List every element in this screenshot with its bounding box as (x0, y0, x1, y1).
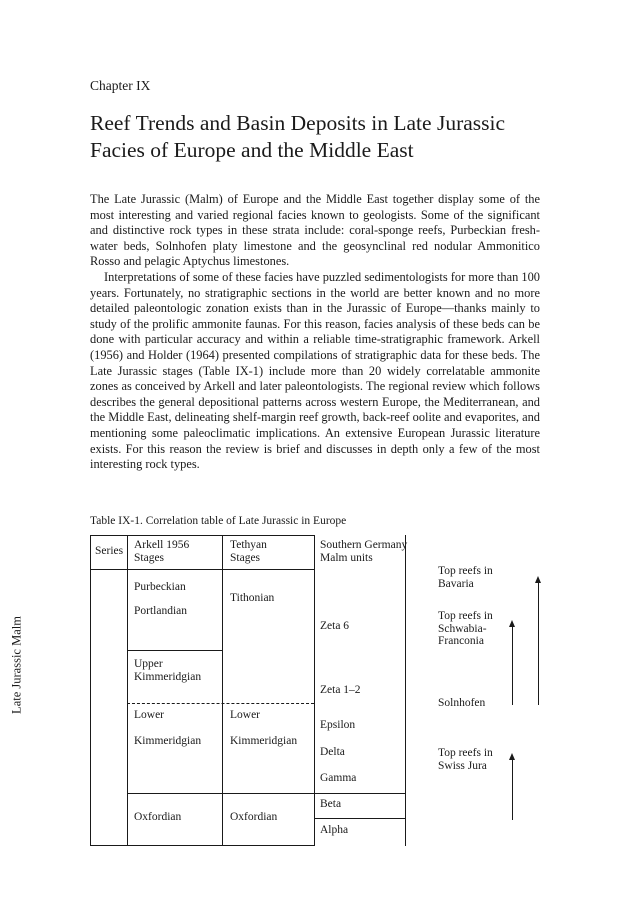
header-southern-line2: Malm units (320, 552, 373, 564)
stage-oxfordian: Oxfordian (134, 811, 182, 823)
reef-note-bavaria-line2: Bavaria (438, 577, 474, 590)
reef-note-bavaria (438, 565, 493, 590)
malm-epsilon: Epsilon (320, 719, 356, 731)
chapter-label: Chapter IX (90, 78, 151, 93)
arrow-up-icon (509, 753, 515, 760)
malm-delta: Delta (320, 746, 345, 758)
beta-alpha-divider (314, 818, 405, 819)
tethyan-kimmeridgian: Kimmeridgian (230, 735, 298, 747)
paragraph-2: Interpretations of some of these facies have puzzled sedimentologists for more than 100 years. Fortunately, no stratigraphic sections in the world are better known and no more detailed paleontologic zonation exists than in the Jurassic of Europe—thanks mainly to study of the prolific ammonite faunas. For this reason, facies analysis of these beds can be done with particular accuracy and within a reliable time-stratigraphic framework. Arkell (1956) and Holder (1964) presented compilations of stratigraphic data for these beds. The Late Jurassic stages (Table IX-1) include more than 20 widely correlatable ammonite zones as conceived by Arkell and later paleontologists. The regional review which follows describes the general depositional patterns across western Europe, the Mediterranean, and the Middle East, delineating shelf-margin reef growth, back-reef oolite and evaporites, and mentioning some paleoclimatic implications. An extensive European Jurassic literature exists. For this reason the review is brief and discusses in depth only a few of the most interesting rock types. (90, 269, 540, 472)
header-tethyan-line1: Tethyan (230, 539, 267, 551)
malm-zeta-6: Zeta 6 (320, 620, 350, 632)
stage-lower-kimmeridgian: Kimmeridgian (134, 735, 202, 747)
paragraph-1: The Late Jurassic (Malm) of Europe and the Middle East together display some of the most interesting and varied regional facies known to geologists. Some of the significant and distinctive rock types in these strata include: coral-sponge reefs, Purbeckian fresh-water beds, Solnhofen platy limestone and the geosynclinal red nodular Ammonitico Rosso and pelagic Aptychus limestones. (90, 192, 540, 269)
reef-note-swiss-jura (438, 747, 493, 772)
tethyan-column-divider (314, 535, 315, 846)
stage-portlandian: Portlandian (134, 605, 188, 617)
header-arkell-line1: Arkell 1956 (134, 539, 190, 551)
series-column-divider (127, 535, 128, 846)
reef-note-schwabia (438, 610, 493, 648)
malm-alpha: Alpha (320, 824, 349, 836)
gamma-beta-divider (314, 793, 405, 794)
malm-zeta-1-2: Zeta 1–2 (320, 684, 361, 696)
kimmeridgian-oxfordian-divider (127, 793, 314, 794)
tethyan-lower: Lower (230, 709, 261, 721)
malm-beta: Beta (320, 798, 342, 810)
malm-gamma: Gamma (320, 772, 357, 784)
header-tethyan-line2: Stages (230, 552, 261, 564)
swiss-jura-range-line (512, 760, 513, 820)
stage-purbeckian: Purbeckian (134, 581, 186, 593)
stage-upper: Upper (134, 658, 163, 670)
upper-lower-kimmeridgian-dash (127, 703, 314, 704)
header-southern-line1: Southern Germany (320, 539, 408, 551)
tethyan-tithonian: Tithonian (230, 592, 275, 604)
arkell-column-divider (222, 535, 223, 846)
reef-note-swiss-line1: Top reefs in (438, 747, 493, 759)
reef-note-schwabia-line1: Top reefs in (438, 610, 493, 622)
header-series: Series (95, 545, 124, 557)
body-text (90, 192, 540, 473)
table-bottom-border (90, 845, 315, 846)
series-late-jurassic-malm: Late Jurassic Malm (9, 616, 24, 714)
table-top-border (90, 535, 315, 536)
arrow-up-icon (509, 620, 515, 627)
reef-note-swiss-line2: Swiss Jura (438, 759, 487, 772)
table-right-border (405, 535, 406, 846)
tethyan-oxfordian: Oxfordian (230, 811, 278, 823)
table-left-border (90, 535, 91, 846)
header-bottom-border (90, 569, 315, 570)
header-arkell-line2: Stages (134, 552, 165, 564)
chapter-title: Reef Trends and Basin Deposits in Late Jurassic Facies of Europe and the Middle East (90, 111, 506, 162)
reef-note-schwabia-line3: Franconia (438, 635, 484, 647)
schwabia-range-line (512, 627, 513, 705)
table-caption: Table IX-1. Correlation table of Late Jurassic in Europe (90, 515, 347, 527)
reef-note-bavaria-line1: Top reefs in (438, 565, 493, 577)
reef-note-solnhofen: Solnhofen (438, 697, 486, 709)
reef-note-schwabia-line2: Schwabia- (438, 622, 487, 635)
arrow-up-icon (535, 576, 541, 583)
stage-upper-kimmeridgian: Kimmeridgian (134, 671, 202, 683)
stage-lower: Lower (134, 709, 165, 721)
portlandian-upper-divider (127, 650, 222, 651)
bavaria-range-line (538, 583, 539, 705)
